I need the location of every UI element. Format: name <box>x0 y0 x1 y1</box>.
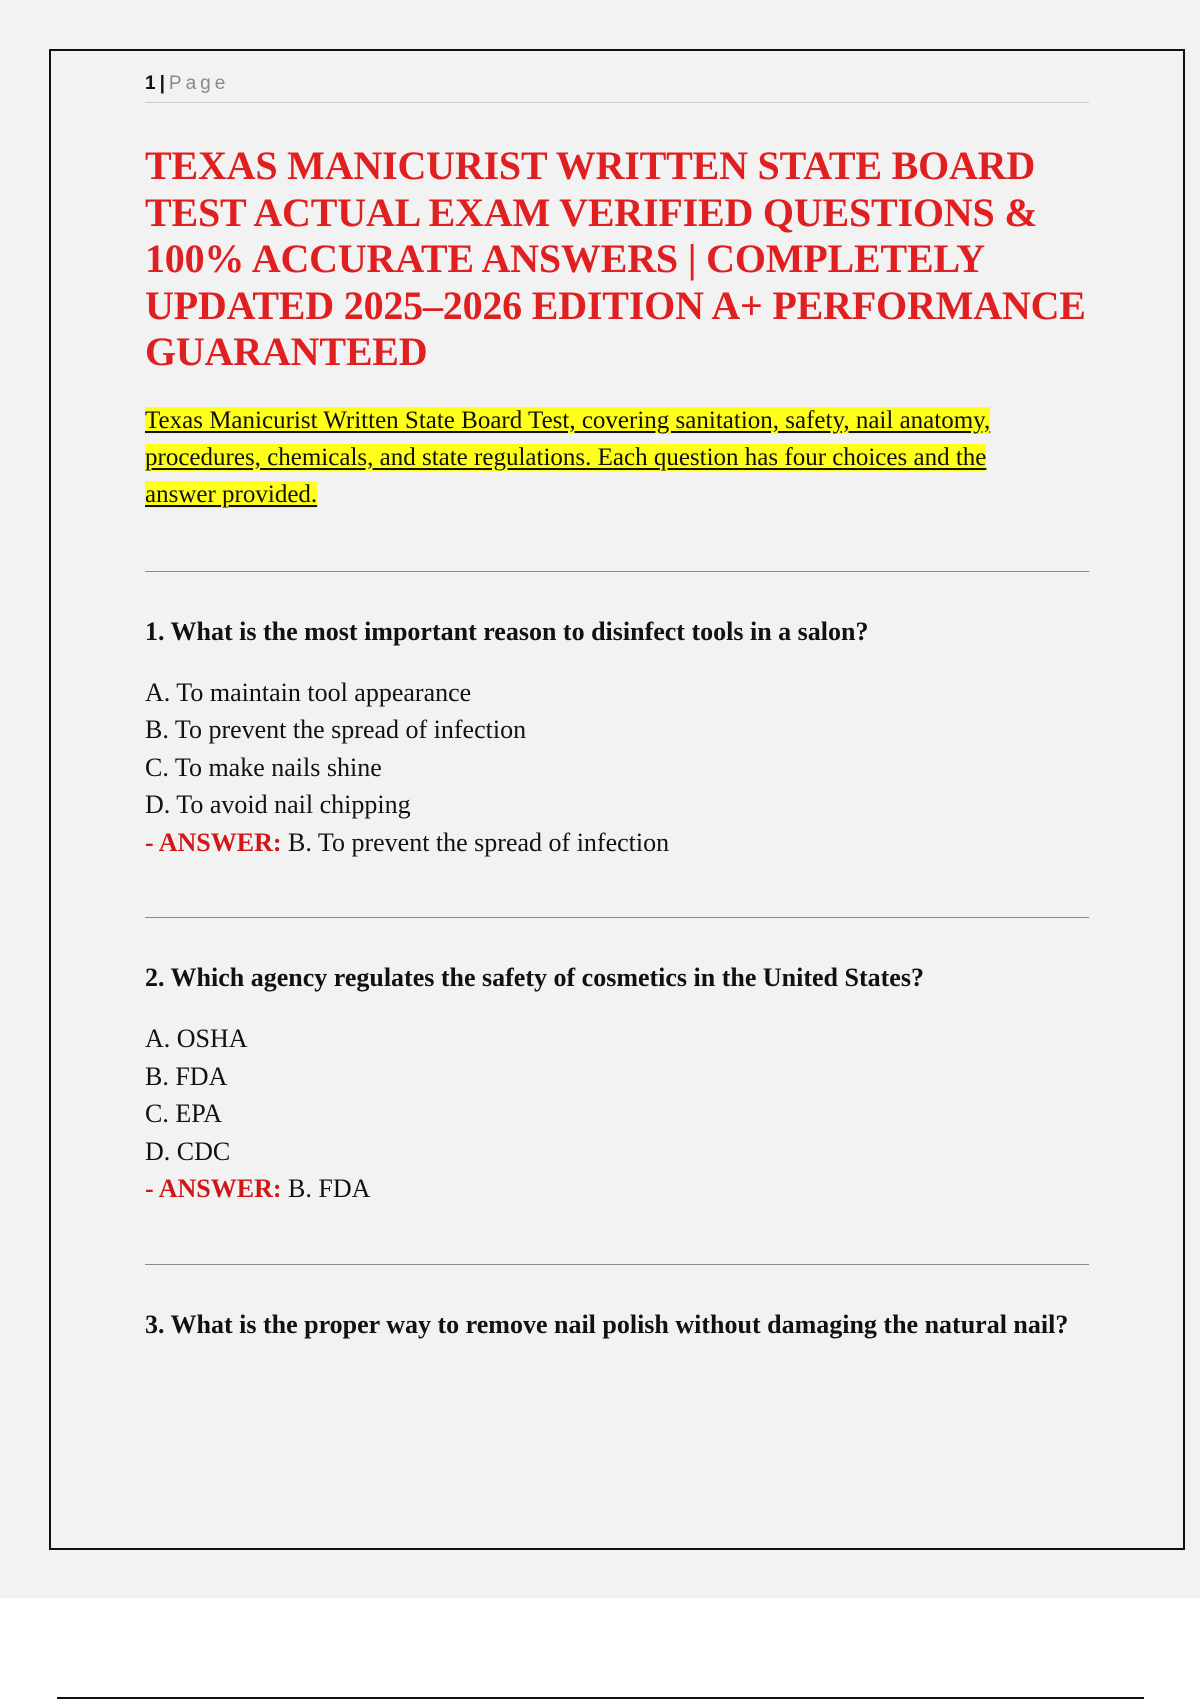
page-header-separator: | <box>159 73 165 94</box>
question-text: 1. What is the most important reason to disinfect tools in a salon? <box>145 616 869 646</box>
question-block-2 <box>145 960 1089 1208</box>
option-d: D. CDC <box>145 1136 231 1166</box>
answer-label: - ANSWER: <box>145 827 282 857</box>
option-b: B. To prevent the spread of infection <box>145 715 527 744</box>
section-divider <box>145 917 1089 918</box>
page-word: Page <box>168 73 230 94</box>
section-divider <box>145 571 1089 572</box>
answer-line <box>145 1170 1089 1208</box>
option-list <box>145 674 1089 862</box>
question-block-3 <box>145 1307 1089 1343</box>
answer-label: - ANSWER: <box>145 1174 282 1203</box>
question-text: 2. Which agency regulates the safety of cosmetics in the United States? <box>145 963 924 992</box>
footer-rule <box>57 1697 1144 1699</box>
section-divider <box>145 1264 1089 1265</box>
option-a: A. OSHA <box>145 1024 248 1053</box>
option-b: B. FDA <box>145 1061 228 1091</box>
option-d: D. To avoid nail chipping <box>145 790 411 819</box>
page-content <box>145 70 1089 1343</box>
page-header <box>145 70 1089 103</box>
option-c: C. EPA <box>145 1099 223 1128</box>
option-c: C. To make nails shine <box>145 752 382 782</box>
document-title: TEXAS MANICURIST WRITTEN STATE BOARD TEST ACTUAL EXAM VERIFIED QUESTIONS & 100% ACCURATE ANSWERS | COMPLETELY UPDATED 2025–2026 EDITION A+ PERFORMANCE GUARANTEED <box>145 143 1086 374</box>
answer-text: B. FDA <box>288 1174 371 1203</box>
answer-text: B. To prevent the spread of infection <box>288 827 670 857</box>
option-list <box>145 1020 1089 1208</box>
question-text: 3. What is the proper way to remove nail polish without damaging the natural nail? <box>145 1309 1069 1339</box>
intro-highlighted-text: Texas Manicurist Written State Board Test, covering sanitation, safety, nail anatomy, procedures, chemicals, and state regulations. Each question has four choices and the answer provided. <box>145 406 991 508</box>
answer-line <box>145 824 1089 862</box>
page-number: 1 <box>145 73 156 94</box>
option-a: A. To maintain tool appearance <box>145 677 472 707</box>
question-block-1 <box>145 614 1089 862</box>
intro-paragraph <box>145 402 1045 513</box>
